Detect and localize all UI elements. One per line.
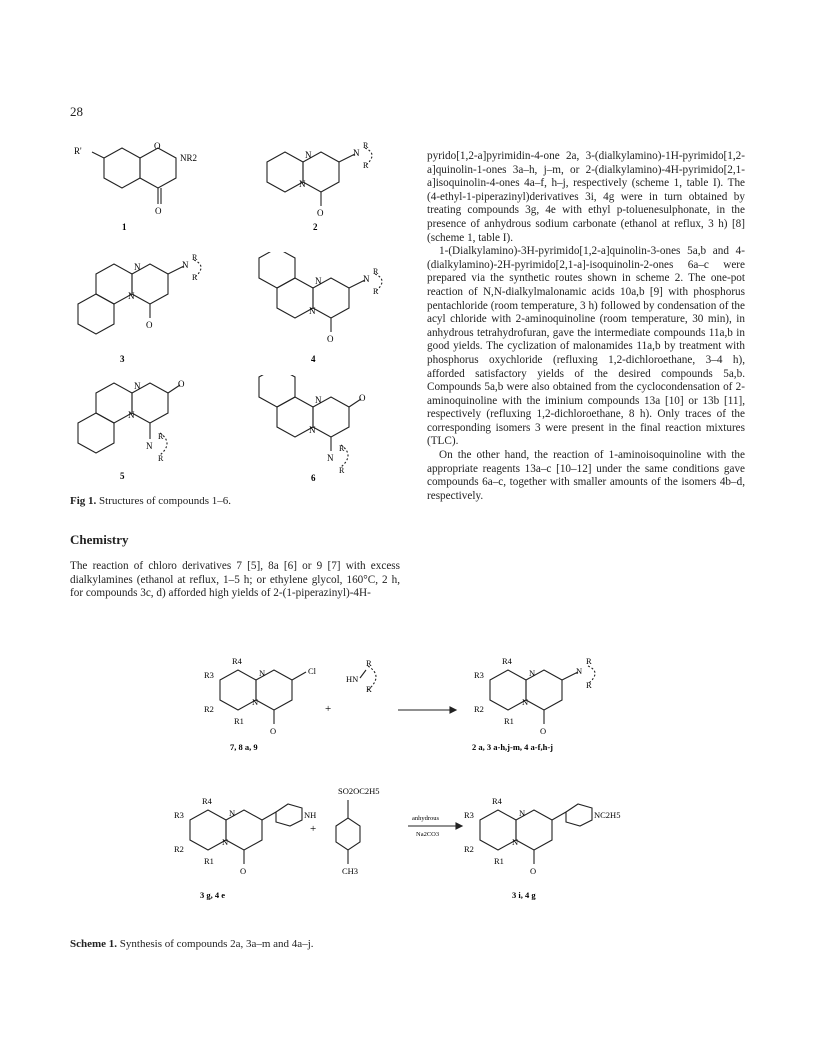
structure-4: [237, 252, 397, 367]
atom-o: O: [155, 206, 162, 216]
atom-r: R: [339, 444, 345, 453]
structure-5: [62, 375, 222, 485]
atom-r1: R1: [494, 856, 504, 866]
atom-o: O: [270, 726, 277, 736]
scheme-caption-label: Scheme 1.: [70, 938, 118, 950]
right-column: [427, 150, 745, 503]
atom-o: O: [146, 320, 153, 330]
atom-r: R: [373, 287, 379, 296]
atom-nc2h5: NC2H5: [594, 810, 621, 820]
atom-r: R: [363, 161, 369, 170]
structure-2: [237, 140, 397, 235]
atom-hn: HN: [346, 674, 359, 684]
atom-r3: R3: [174, 810, 184, 820]
atom-r-prime: R': [74, 146, 82, 156]
atom-nh: NH: [304, 810, 317, 820]
compound-label: 3 g, 4 e: [200, 890, 226, 900]
scheme-caption-text: Synthesis of compounds 2a, 3a–m and 4a–j.: [117, 938, 314, 950]
atom-n: N: [229, 808, 236, 818]
atom-o: O: [327, 334, 334, 344]
atom-o: O: [240, 866, 247, 876]
structure-label-2: 2: [313, 222, 318, 232]
atom-n: N: [259, 668, 266, 678]
atom-r4: R4: [202, 796, 212, 806]
atom-r4: R4: [502, 656, 512, 666]
plus-sign: +: [325, 703, 332, 715]
atom-r: R: [363, 141, 369, 150]
atom-n: N: [299, 179, 306, 189]
figure-caption: [70, 495, 231, 507]
atom-n: N: [309, 425, 316, 435]
atom-n: N: [576, 666, 583, 676]
atom-r: R: [158, 454, 164, 463]
atom-n: N: [519, 808, 526, 818]
atom-n: N: [134, 262, 141, 272]
structure-6: [237, 375, 397, 485]
atom-r: R: [366, 684, 372, 694]
atom-n: N: [134, 381, 141, 391]
paragraph: pyrido[1,2-a]pyrimidin-4-one 2a, 3-(dialkylamino)-1H-pyrimido[1,2-a]quinolin-1-ones 3a–h, j–m, or 2-(dialkylamino)-4H-pyrimido[2,1-a]isoquinolin-4-ones 4a–f, h–j, respectively (scheme 1, table I). The (4-ethyl-1-piperazinyl)derivatives 3i, 4g were in turn obtained by treating compounds 3g, 4e with ethyl p-toluenesulphonate, in the presence of anhydrous sodium carbonate (ethanol at reflux, 3 h) [8] (scheme 1, table I).: [427, 150, 745, 244]
atom-r: R: [373, 267, 379, 276]
figure-1: [62, 140, 402, 485]
figure-caption-label: Fig 1.: [70, 495, 97, 507]
figure-caption-text: Structures of compounds 1–6.: [96, 495, 232, 507]
atom-o: O: [540, 726, 547, 736]
atom-r: R: [339, 466, 345, 475]
atom-nr2: NR2: [180, 153, 198, 163]
atom-r3: R3: [464, 810, 474, 820]
atom-n: N: [305, 150, 312, 160]
structure-label-5: 5: [120, 471, 125, 481]
section-heading: Chemistry: [70, 532, 129, 547]
atom-n: N: [327, 453, 334, 463]
compound-label: 2 a, 3 a-h,j-m, 4 a-f,h-j: [472, 742, 553, 752]
atom-n: N: [222, 837, 229, 847]
atom-so2oc2h5: SO2OC2H5: [338, 786, 380, 796]
atom-n: N: [512, 837, 519, 847]
atom-o: O: [178, 379, 185, 389]
atom-n: N: [529, 668, 536, 678]
atom-n: N: [128, 291, 135, 301]
atom-r2: R2: [204, 704, 214, 714]
atom-n: N: [315, 276, 322, 286]
atom-r: R: [586, 656, 592, 666]
atom-n: N: [128, 410, 135, 420]
atom-o: O: [154, 141, 161, 151]
atom-n: N: [363, 274, 370, 284]
atom-r1: R1: [234, 716, 244, 726]
atom-r1: R1: [204, 856, 214, 866]
atom-r2: R2: [174, 844, 184, 854]
scheme-caption: [70, 938, 314, 950]
paragraph: On the other hand, the reaction of 1-aminoisoquinoline with the appropriate reagents 13a–c [10–12] under the same conditions gave compounds 6a–c, together with smaller amounts of the isomers 4b–d, respectively.: [427, 449, 745, 502]
atom-o: O: [530, 866, 537, 876]
structure-1: [62, 140, 212, 235]
atom-r2: R2: [464, 844, 474, 854]
plus-sign: +: [310, 823, 317, 835]
atom-o: O: [317, 208, 324, 218]
atom-r4: R4: [232, 656, 242, 666]
atom-r3: R3: [474, 670, 484, 680]
atom-n: N: [522, 697, 529, 707]
atom-ch3: CH3: [342, 866, 359, 876]
page-number: 28: [70, 104, 83, 119]
structure-label-6: 6: [311, 473, 316, 483]
structure-label-1: 1: [122, 222, 127, 232]
atom-n: N: [252, 697, 259, 707]
atom-n: N: [315, 395, 322, 405]
atom-cl: Cl: [308, 666, 317, 676]
atom-r: R: [192, 253, 198, 262]
paragraph: 1-(Dialkylamino)-3H-pyrimido[1,2-a]quinolin-3-ones 5a,b and 4-(dialkylamino)-2H-pyrimido[2,1-a]-isoquinolin-2-ones 6a–c were prepared via the synthetic routes shown in scheme 2. The one-pot reaction of N,N-dialkylmalonamic acids 10a,b [9] with phosphorus pentachloride (room temperature, 3 h) followed by condensation of the acyl chloride with 2-aminoquinoline (room temperature, 30 min), in anhydrous tetrahydrofuran, gave the intermediate compounds 11a,b in good yields. The cyclization of malonamides 11a,b by treatment with phosphorus oxychloride (refluxing 1,2-dichloroethane, 3–4 h), afforded satisfactory yields of the desired compounds 5a,b. Compounds 5a,b were also obtained from the cyclocondensation of 2-aminoquinoline with the iminium compounds 13a [10] or 13b [11], respectively (refluxing 1,2-dichloroethane, 8 h). Only traces of the corresponding isomers 3 were present in the final reaction mixtures (TLC).: [427, 245, 745, 448]
compound-label: 3 i, 4 g: [512, 890, 536, 900]
scheme-1: [150, 650, 710, 930]
atom-r3: R3: [204, 670, 214, 680]
atom-n: N: [182, 260, 189, 270]
atom-r: R: [366, 658, 372, 668]
left-paragraph: The reaction of chloro derivatives 7 [5], 8a [6] or 9 [7] with excess dialkylamines (ethanol at reflux, 1–5 h; or ethylene glycol, 160°C, 2 h, for compounds 3c, d) afforded high yields of 2-(1-piperazinyl)-4H-: [70, 560, 400, 600]
atom-r4: R4: [492, 796, 502, 806]
reaction-condition: Na2CO3: [416, 831, 440, 838]
atom-o: O: [359, 393, 366, 403]
reaction-condition: anhydrous: [412, 815, 440, 822]
structure-label-3: 3: [120, 354, 125, 364]
compound-label: 7, 8 a, 9: [230, 742, 258, 752]
structure-label-4: 4: [311, 354, 316, 364]
atom-r1: R1: [504, 716, 514, 726]
structure-3: [62, 252, 222, 367]
atom-r: R: [158, 432, 164, 441]
atom-r: R: [192, 273, 198, 282]
atom-n: N: [353, 148, 360, 158]
atom-r: R: [586, 680, 592, 690]
atom-n: N: [146, 441, 153, 451]
atom-r2: R2: [474, 704, 484, 714]
atom-n: N: [309, 306, 316, 316]
